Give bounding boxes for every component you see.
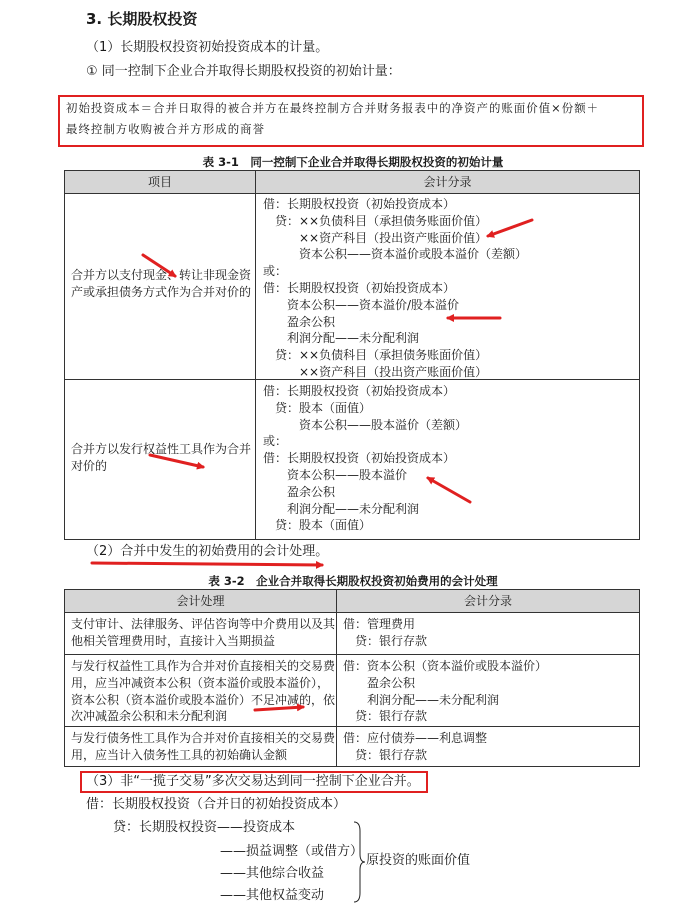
journal-line: 借：长期股权投资（初始投资成本）: [263, 280, 456, 295]
journal-credit-line-3: ——其他综合收益: [220, 866, 325, 881]
journal-line: 利润分配——未分配利润: [343, 692, 500, 707]
journal-line: ××资产科目（投出资产账面价值）: [263, 230, 488, 245]
journal-line: 或：: [263, 434, 288, 449]
arrow-icon: [92, 563, 322, 565]
journal-line: 盈余公积: [263, 314, 336, 329]
section-heading: 3. 长期股权投资: [86, 10, 198, 28]
journal-line: 利润分配——未分配利润: [263, 331, 420, 346]
arrow-icon: [255, 707, 303, 710]
treatment-line: 用，应当冲减资本公积（资本溢价或股本溢价），: [71, 675, 330, 690]
item-1-title: （1）长期股权投资初始投资成本的计量。: [86, 40, 329, 55]
journal-credit-line-1: 贷：长期股权投资——投资成本: [113, 820, 296, 835]
journal-line: 资本公积——资本溢价/股本溢价: [263, 297, 460, 312]
journal-line: 借：长期股权投资（初始投资成本）: [263, 197, 456, 211]
item-1-subtitle: ① 同一控制下企业合并取得长期股权投资的初始计量：: [86, 64, 401, 79]
journal-line: 贷：银行存款: [343, 747, 428, 762]
journal-line: 贷：××负债科目（承担债务账面价值）: [263, 213, 488, 228]
treatment-line: 与发行权益性工具作为合并对价直接相关的交易费: [71, 659, 336, 673]
table-2-header-treatment: 会计处理: [176, 594, 225, 608]
journal-line: 借：管理费用: [343, 617, 416, 631]
treatment-line: 用，应当计入债务性工具的初始确认金额: [71, 747, 288, 762]
table-1-caption: 表 3-1 同一控制下企业合并取得长期股权投资的初始计量: [202, 155, 504, 169]
journal-line: 资本公积——股本溢价: [263, 467, 408, 482]
table-1-row-2-item-line: 合并方以发行权益性工具作为合并: [71, 442, 252, 456]
journal-line: 贷：股本（面值）: [263, 400, 372, 415]
journal-line: 盈余公积: [343, 675, 416, 690]
treatment-line: 支付审计、法律服务、评估咨询等中介费用以及其: [71, 617, 336, 631]
journal-line: 借：长期股权投资（初始投资成本）: [263, 451, 456, 466]
formula-line-1: 初始投资成本＝合并日取得的被合并方在最终控制方合并财务报表中的净资产的账面价值×份额＋: [66, 101, 600, 115]
treatment-line: 与发行债务性工具作为合并对价直接相关的交易费: [71, 731, 336, 745]
table-1-header-entries: 会计分录: [423, 175, 472, 189]
journal-line: 贷：××负债科目（承担债务账面价值）: [263, 348, 488, 363]
journal-line: 利润分配——未分配利润: [263, 501, 420, 516]
journal-credit-line-4: ——其他权益变动: [220, 888, 325, 903]
journal-debit-line: 借：长期股权投资（合并日的初始投资成本）: [86, 797, 347, 812]
journal-line: 资本公积——资本溢价或股本溢价（差额）: [263, 247, 528, 262]
arrow-icon: [488, 220, 532, 236]
journal-line: 或：: [263, 264, 288, 279]
journal-line: 资本公积——股本溢价（差额）: [263, 417, 468, 432]
treatment-line: 资本公积（资本溢价或股本溢价）不足冲减的，依: [71, 692, 336, 707]
journal-line: 借：资本公积（资本溢价或股本溢价）: [343, 659, 548, 673]
arrow-icon: [143, 255, 175, 276]
treatment-line: 次冲减盈余公积和未分配利润: [71, 709, 228, 724]
journal-line: 贷：银行存款: [343, 633, 428, 648]
journal-credit-line-2: ——损益调整（或借方）: [220, 844, 364, 859]
journal-line: 贷：股本（面值）: [263, 518, 372, 533]
table-1-row-1-item-line: 产或承担债务方式作为合并对价的: [71, 284, 252, 299]
table-1-row-2-item-line: 对价的: [71, 458, 108, 473]
journal-line: 盈余公积: [263, 484, 336, 499]
formula-line-2: 最终控制方收购被合并方形成的商誉: [66, 122, 266, 136]
journal-line: 贷：银行存款: [343, 709, 428, 724]
table-1-row-1-item-line: 合并方以支付现金、转让非现金资: [71, 268, 252, 282]
table-1-header-item: 项目: [147, 175, 172, 189]
arrow-icon: [428, 478, 470, 502]
journal-line: ××资产科目（投出资产账面价值）: [263, 364, 488, 379]
journal-line: 借：应付债券——利息调整: [343, 731, 488, 745]
table-2-header-entries: 会计分录: [463, 594, 512, 608]
table-2-caption: 表 3-2 企业合并取得长期股权投资初始费用的会计处理: [208, 574, 498, 588]
treatment-line: 他相关管理费用时，直接计入当期损益: [71, 633, 276, 648]
arrow-icon: [150, 455, 203, 467]
brace-label: 原投资的账面价值: [366, 853, 471, 868]
item-2-title: （2）合并中发生的初始费用的会计处理。: [86, 544, 329, 559]
item-3-title: （3）非“一揽子交易”多次交易达到同一控制下企业合并。: [86, 774, 420, 789]
journal-line: 借：长期股权投资（初始投资成本）: [263, 384, 456, 398]
